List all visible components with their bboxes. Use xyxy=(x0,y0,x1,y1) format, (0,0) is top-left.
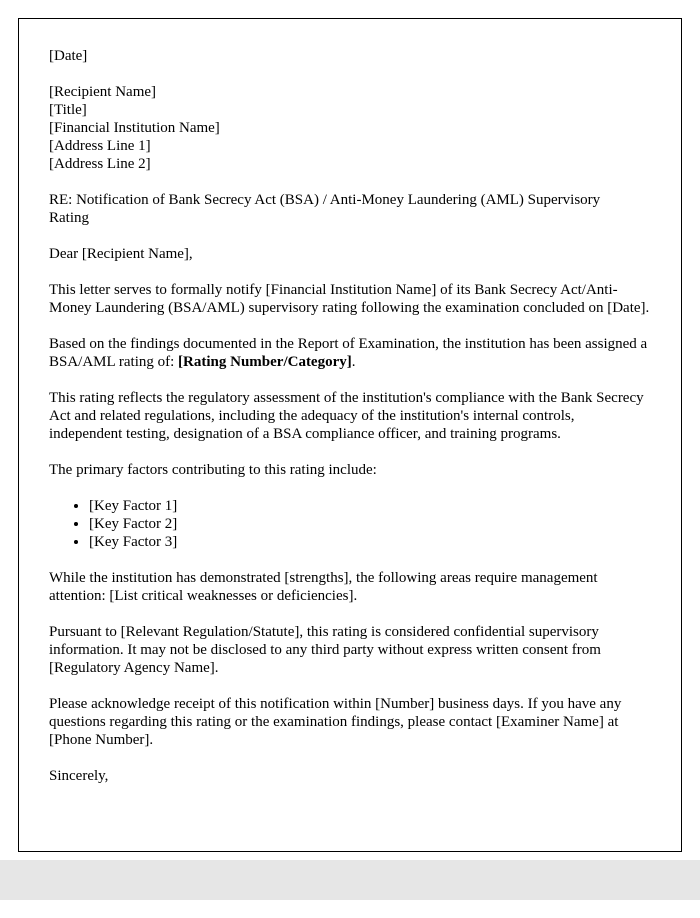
factors-intro: The primary factors contributing to this rating include: xyxy=(49,462,377,478)
date-line: [Date] xyxy=(49,48,88,64)
letter-page xyxy=(18,18,682,852)
closing: Sincerely, xyxy=(49,768,109,784)
subject-line: RE: Notification of Bank Secrecy Act (BSA) / Anti-Money Laundering (AML) Supervisory Rating xyxy=(49,192,601,226)
recipient-name: [Recipient Name] xyxy=(49,84,157,100)
paragraph-rating-assignment xyxy=(49,335,651,371)
page-gap xyxy=(0,860,700,900)
paragraph-rating-explanation: This rating reflects the regulatory assessment of the institution's compliance with the Bank Secrecy Act and related regulations, including the adequacy of the institution's internal controls, independent testing, designation of a BSA compliance officer, and training programs. xyxy=(49,390,644,442)
paragraph-confidentiality: Pursuant to [Relevant Regulation/Statute], this rating is considered confidential supervisory information. It may not be disclosed to any third party without express written consent from [Regulatory Agency Name]. xyxy=(49,624,601,676)
address-line-2: [Address Line 2] xyxy=(49,156,151,172)
paragraph-weaknesses: While the institution has demonstrated [strengths], the following areas require management attention: [List critical weaknesses or deficiencies]. xyxy=(49,570,598,604)
address-line-1: [Address Line 1] xyxy=(49,138,151,154)
recipient-block xyxy=(49,83,651,173)
key-factors-list xyxy=(49,497,651,551)
key-factor-item: • [Key Factor 1] xyxy=(89,497,651,515)
rating-suffix: . xyxy=(351,354,356,370)
key-factor-item: • [Key Factor 2] xyxy=(89,515,651,533)
salutation: Dear [Recipient Name], xyxy=(49,246,193,262)
key-factor-item: • [Key Factor 3] xyxy=(89,533,651,551)
paragraph-intro: This letter serves to formally notify [Financial Institution Name] of its Bank Secrecy Act/Anti-Money Laundering (BSA/AML) supervisory rating following the examination concluded on [Date]. xyxy=(49,282,650,316)
rating-category-bold: [Rating Number/Category] xyxy=(178,354,352,370)
rating-prefix: Based on the findings documented in the Report of Examination, the institution has been assigned a BSA/AML rating of: xyxy=(49,336,648,370)
paragraph-acknowledgment: Please acknowledge receipt of this notification within [Number] business days. If you have any questions regarding this rating or the examination findings, please contact [Examiner Name] at [Phone Number]. xyxy=(49,696,622,748)
institution-name: [Financial Institution Name] xyxy=(49,120,220,136)
recipient-title: [Title] xyxy=(49,102,87,118)
